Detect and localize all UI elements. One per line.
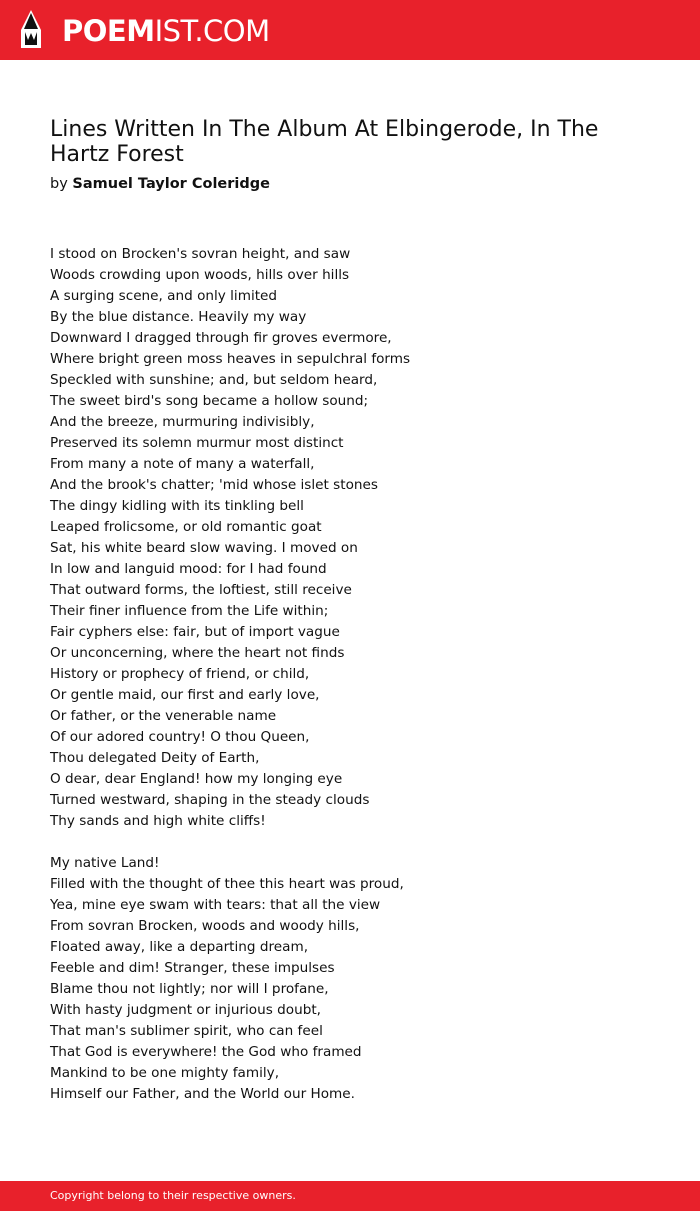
- poem-stanza: [50, 853, 650, 1105]
- poem-line: Speckled with sunshine; and, but seldom heard,: [50, 372, 378, 388]
- poem-line: O dear, dear England! how my longing eye: [50, 771, 343, 787]
- poem-line: Their finer influence from the Life within;: [50, 603, 329, 619]
- poem-line: And the breeze, murmuring indivisibly,: [50, 414, 315, 430]
- poem-line: In low and languid mood: for I had found: [50, 561, 327, 577]
- poem-line: My native Land!: [50, 855, 160, 871]
- site-logo[interactable]: [62, 11, 270, 51]
- logo-bold-text: POEM: [62, 14, 155, 48]
- poem-line: Floated away, like a departing dream,: [50, 939, 309, 955]
- poem-body: [50, 244, 650, 1126]
- poem-line: From many a note of many a waterfall,: [50, 456, 315, 472]
- poem-line: With hasty judgment or injurious doubt,: [50, 1002, 321, 1018]
- poem-line: Fair cyphers else: fair, but of import vague: [50, 624, 340, 640]
- pen-nib-icon: [18, 9, 44, 51]
- poem-line: Mankind to be one mighty family,: [50, 1065, 280, 1081]
- poem-line: And the brook's chatter; 'mid whose islet stones: [50, 477, 378, 493]
- logo-light-text: IST.COM: [154, 14, 270, 48]
- poem-line: Woods crowding upon woods, hills over hills: [50, 267, 350, 283]
- poem-line: I stood on Brocken's sovran height, and saw: [50, 246, 351, 262]
- poem-line: From sovran Brocken, woods and woody hills,: [50, 918, 360, 934]
- poem-stanza: [50, 244, 650, 832]
- poem-line: History or prophecy of friend, or child,: [50, 666, 310, 682]
- poem-line: Or gentle maid, our first and early love,: [50, 687, 320, 703]
- author-name: Samuel Taylor Coleridge: [72, 176, 270, 192]
- poem-line: Blame thou not lightly; nor will I profane,: [50, 981, 329, 997]
- site-header: [0, 0, 700, 60]
- poem-line: Preserved its solemn murmur most distinct: [50, 435, 344, 451]
- poem-line: That man's sublimer spirit, who can feel: [50, 1023, 323, 1039]
- poem-line: That God is everywhere! the God who framed: [50, 1044, 362, 1060]
- poem-line: Thou delegated Deity of Earth,: [50, 750, 260, 766]
- poem-line: The dingy kidling with its tinkling bell: [50, 498, 304, 514]
- poem-line: Downward I dragged through fir groves evermore,: [50, 330, 392, 346]
- poem-line: The sweet bird's song became a hollow sound;: [50, 393, 369, 409]
- poem-line: Feeble and dim! Stranger, these impulses: [50, 960, 335, 976]
- byline: [50, 174, 270, 194]
- poem-line: Leaped frolicsome, or old romantic goat: [50, 519, 322, 535]
- site-footer: [0, 1181, 700, 1211]
- poem-line: Of our adored country! O thou Queen,: [50, 729, 310, 745]
- poem-line: Or unconcerning, where the heart not finds: [50, 645, 345, 661]
- poem-line: Turned westward, shaping in the steady clouds: [50, 792, 370, 808]
- copyright-notice: Copyright belong to their respective owners.: [50, 1189, 296, 1202]
- poem-line: Or father, or the venerable name: [50, 708, 277, 724]
- poem-line: Thy sands and high white cliffs!: [50, 813, 266, 829]
- poem-line: That outward forms, the loftiest, still receive: [50, 582, 352, 598]
- poem-line: Yea, mine eye swam with tears: that all the view: [50, 897, 381, 913]
- poem-line: By the blue distance. Heavily my way: [50, 309, 307, 325]
- poem-line: Himself our Father, and the World our Home.: [50, 1086, 355, 1102]
- poem-line: Where bright green moss heaves in sepulchral forms: [50, 351, 411, 367]
- poem-title: Lines Written In The Album At Elbingerode, In The Hartz Forest: [50, 117, 599, 167]
- poem-line: A surging scene, and only limited: [50, 288, 278, 304]
- by-label: by: [50, 176, 68, 192]
- poem-line: Sat, his white beard slow waving. I moved on: [50, 540, 358, 556]
- poem-line: Filled with the thought of thee this heart was proud,: [50, 876, 404, 892]
